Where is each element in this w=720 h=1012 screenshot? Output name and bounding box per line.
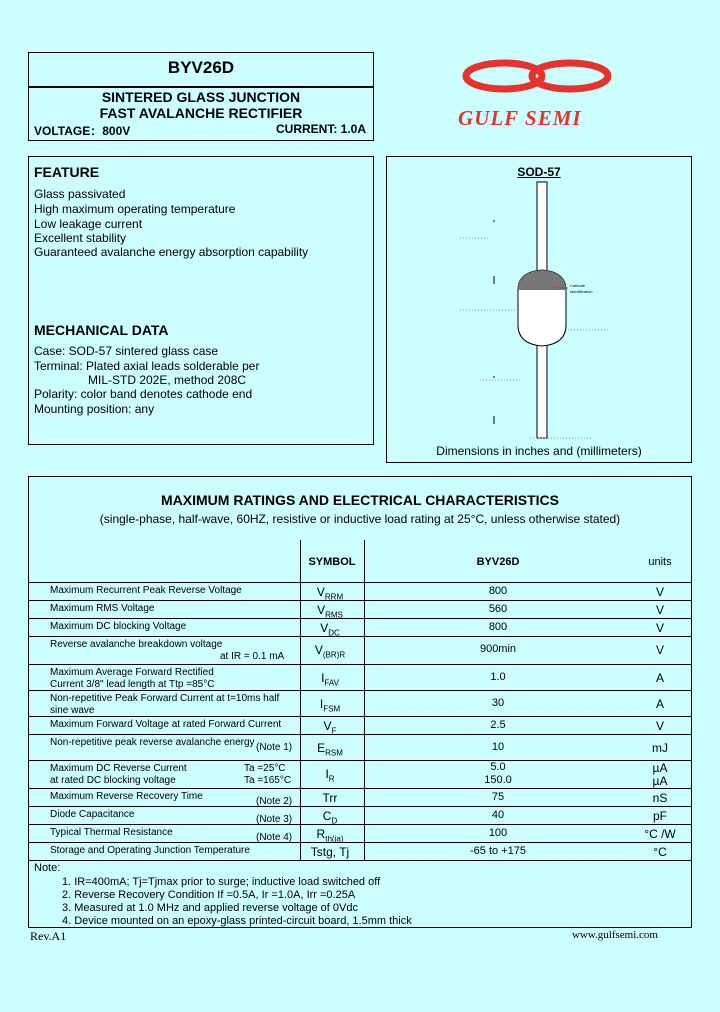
value-cell: 100 — [488, 827, 508, 839]
symbol-subscript: DC — [328, 628, 340, 638]
feature-item: Glass passivated — [34, 187, 126, 201]
param-note: (Note 1) — [256, 742, 293, 753]
symbol-subscript: RSM — [325, 748, 343, 758]
voltage-rating: VOLTAGE：800V — [34, 124, 131, 138]
logo-text: GULF SEMI — [458, 106, 582, 130]
param-label: Maximum Average Forward Rectified — [50, 667, 214, 678]
package-caption: Dimensions in inches and (millimeters) — [436, 444, 642, 458]
symbol-cell — [300, 719, 360, 735]
row-divider — [28, 636, 692, 637]
unit-cell: A — [655, 697, 664, 711]
mechanical-item: Terminal: Plated axial leads solderable per — [34, 359, 260, 373]
mechanical-item: MIL-STD 202E, method 208C — [88, 373, 247, 387]
unit-cell: µA — [652, 761, 668, 775]
row-divider — [28, 716, 692, 717]
col-header-symbol: SYMBOL — [308, 556, 356, 568]
title-line-2: FAST AVALANCHE RECTIFIER — [99, 105, 303, 121]
mechanical-item: Polarity: color band denotes cathode end — [34, 387, 253, 401]
feature-item: High maximum operating temperature — [34, 202, 236, 216]
symbol-text: E — [317, 741, 326, 755]
symbol-cell — [300, 809, 360, 825]
revision-label: Rev.A1 — [30, 929, 67, 943]
symbol-text: V — [323, 719, 332, 733]
param-note: (Note 2) — [256, 796, 293, 807]
note-item: 1. IR=400mA; Tj=Tjmax prior to surge; inductive load switched off — [62, 876, 381, 888]
symbol-text: V — [316, 585, 325, 599]
value-cell: 900min — [479, 643, 517, 655]
param-label: Non-repetitive Peak Forward Current at t=10ms half — [50, 693, 280, 704]
param-note: (Note 3) — [256, 814, 293, 825]
symbol-text: C — [322, 809, 332, 823]
symbol-cell — [300, 643, 360, 659]
param-condition: Ta =165°C — [244, 775, 292, 786]
symbol-cell — [300, 671, 360, 687]
symbol-subscript: (BR)R — [322, 650, 346, 660]
row-divider — [28, 824, 692, 825]
unit-cell: pF — [652, 809, 667, 823]
package-title: SOD-57 — [517, 165, 561, 179]
symbol-subscript: FSM — [323, 704, 341, 714]
svg-text:Cathode: Cathode — [570, 283, 586, 288]
part-number: BYV26D — [167, 58, 235, 77]
ratings-subtitle: (single-phase, half-wave, 60HZ, resistive or inductive load rating at 25°C, unless otherwise stated) — [99, 512, 621, 526]
param-label: Current 3/8" lead length at Ttp =85°C — [50, 679, 215, 690]
notes-heading: Note: — [34, 862, 61, 874]
col-divider — [364, 540, 365, 860]
feature-item: Low leakage current — [34, 217, 143, 231]
col-header-part: BYV26D — [476, 556, 520, 568]
feature-heading: FEATURE — [34, 164, 100, 180]
symbol-subscript: FAV — [324, 678, 339, 688]
sod57-outline-drawing — [460, 180, 620, 445]
symbol-text: I — [325, 767, 329, 781]
symbol-text: V — [320, 621, 329, 635]
param-label: Maximum DC blocking Voltage — [50, 621, 187, 632]
row-divider — [28, 618, 692, 619]
note-item: 2. Reverse Recovery Condition If =0.5A, Ir =1.0A, Irr =0.25A — [62, 889, 356, 901]
symbol-subscript: RMS — [325, 610, 343, 620]
param-condition: Ta =25°C — [244, 763, 286, 774]
feature-item: Excellent stability — [34, 231, 127, 245]
symbol-text: I — [319, 697, 324, 711]
svg-text:Identification: Identification — [570, 289, 593, 294]
row-divider — [28, 806, 692, 807]
value-cell: -65 to +175 — [470, 845, 526, 857]
unit-cell: V — [655, 719, 664, 733]
row-divider — [28, 734, 692, 735]
param-label: Diode Capacitance — [50, 809, 135, 820]
param-label: Maximum RMS Voltage — [50, 603, 155, 614]
value-cell: 30 — [491, 697, 505, 709]
symbol-cell — [300, 791, 360, 805]
symbol-text: R — [316, 827, 326, 841]
symbol-subscript: D — [331, 816, 338, 826]
symbol-cell — [300, 741, 360, 757]
unit-cell: A — [655, 671, 664, 685]
value-cell: 5.0 — [490, 761, 506, 773]
unit-cell: µA — [652, 774, 668, 788]
symbol-text: V — [317, 603, 326, 617]
unit-cell: °C /W — [644, 827, 676, 841]
symbol-text: V — [314, 643, 323, 657]
param-label: sine wave — [50, 705, 95, 716]
value-cell: 10 — [491, 741, 505, 753]
row-divider — [28, 600, 692, 601]
symbol-subscript: RRM — [324, 592, 344, 602]
param-label: Maximum Forward Voltage at rated Forward Current — [50, 719, 282, 730]
symbol-cell — [300, 585, 360, 601]
mechanical-heading: MECHANICAL DATA — [34, 322, 169, 338]
row-divider — [28, 860, 692, 861]
value-cell: 560 — [488, 603, 508, 615]
symbol-cell — [300, 827, 360, 843]
symbol-cell — [300, 767, 360, 783]
param-label: at IR = 0.1 mA — [220, 651, 285, 662]
note-item: 4. Device mounted on an epoxy-glass printed-circuit board, 1.5mm thick — [62, 915, 412, 927]
value-cell: 150.0 — [484, 774, 512, 786]
row-divider — [28, 842, 692, 843]
unit-cell: V — [655, 643, 664, 657]
symbol-subscript: th(ja) — [325, 834, 344, 844]
symbol-text: I — [321, 671, 325, 685]
value-cell: 800 — [488, 621, 508, 633]
value-cell: 75 — [491, 791, 505, 803]
ratings-title: MAXIMUM RATINGS AND ELECTRICAL CHARACTERISTICS — [161, 492, 559, 508]
feature-item: Guaranteed avalanche energy absorption capability — [34, 245, 309, 259]
symbol-subscript: R — [328, 774, 335, 784]
value-cell: 2.5 — [490, 719, 506, 731]
gulf-semi-logo-icon — [452, 52, 622, 107]
row-divider — [28, 664, 692, 665]
unit-cell: V — [655, 603, 664, 617]
row-divider — [28, 760, 692, 761]
symbol-cell — [300, 603, 360, 619]
value-cell: 40 — [491, 809, 505, 821]
mechanical-item: Mounting position: any — [34, 402, 155, 416]
unit-cell: mJ — [652, 741, 668, 755]
unit-cell: V — [655, 621, 664, 635]
unit-cell: V — [655, 585, 664, 599]
value-cell: 1.0 — [490, 671, 506, 683]
param-label: Typical Thermal Resistance — [50, 827, 173, 838]
website-link[interactable]: www.gulfsemi.com — [571, 929, 658, 941]
row-divider — [28, 788, 692, 789]
note-item: 3. Measured at 1.0 MHz and applied reverse voltage of 0Vdc — [62, 902, 358, 914]
symbol-subscript: F — [331, 726, 337, 736]
param-note: (Note 4) — [256, 832, 293, 843]
current-rating: CURRENT: 1.0A — [275, 122, 366, 136]
param-label: Maximum Reverse Recovery Time — [50, 791, 203, 802]
param-label: Non-repetitive peak reverse avalanche energy — [50, 737, 255, 748]
param-label: Reverse avalanche breakdown voltage — [50, 639, 223, 650]
param-label: Maximum Recurrent Peak Reverse Voltage — [50, 585, 242, 596]
unit-cell: °C — [653, 845, 667, 859]
title-line-1: SINTERED GLASS JUNCTION — [101, 89, 301, 105]
param-label: Storage and Operating Junction Temperature — [50, 845, 250, 856]
symbol-text: Tstg, Tj — [310, 845, 350, 859]
param-label: at rated DC blocking voltage — [50, 775, 176, 786]
param-label: Maximum DC Reverse Current — [50, 763, 187, 774]
unit-cell: nS — [652, 791, 668, 805]
col-header-units: units — [648, 556, 672, 568]
row-divider — [28, 582, 692, 583]
symbol-cell — [300, 845, 360, 859]
mechanical-item: Case: SOD-57 sintered glass case — [34, 344, 219, 358]
symbol-cell — [300, 697, 360, 713]
value-cell: 800 — [488, 585, 508, 597]
symbol-cell — [300, 621, 360, 637]
symbol-text: Trr — [322, 791, 338, 805]
